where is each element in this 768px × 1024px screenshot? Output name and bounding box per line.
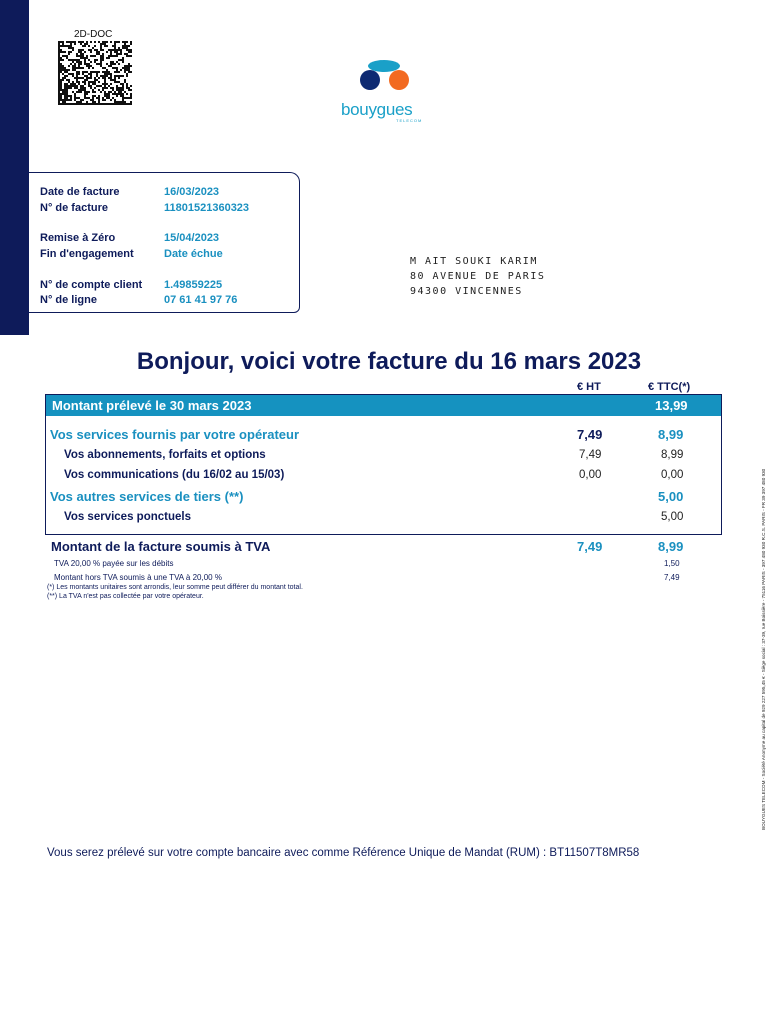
2d-doc-barcode [58,41,132,105]
ligne-label: N° de ligne [40,294,97,306]
services-operateur-ht: 7,49 [577,427,603,442]
left-accent-bar [0,0,29,335]
hors-tva-value: 7,49 [664,573,680,582]
prelevement-amount: 13,99 [655,398,688,413]
footnote-1: (*) Les montants unitaires sont arrondis, leur somme peut différer du montant total. [47,584,303,591]
address-line-3: 94300 VINCENNES [410,286,523,297]
prelevement-label: Montant prélevé le 30 mars 2023 [52,398,252,413]
date-facture-label: Date de facture [40,186,120,198]
address-line-1: M AIT SOUKI KARIM [410,256,538,267]
customer-address [410,254,545,299]
legal-mention-text: BOUYGUES TELECOM - Société Anonyme au capital de 929 227 595,45 € - Siège social : 37-39, rue Boissière - 75116 PARIS - 397 480 930 R.C.S. PARIS - FR 39 397 480 930 [761,468,766,830]
legal-mention-vertical [755,470,765,830]
address-line-2: 80 AVENUE DE PARIS [410,271,546,282]
total-tva-ttc: 8,99 [658,539,684,554]
hors-tva-label: Montant hors TVA soumis à une TVA à 20,00 % [54,573,222,582]
logo-wordmark: bouygues [341,100,413,119]
communications-ht: 0,00 [579,469,602,481]
total-tva-label: Montant de la facture soumis à TVA [51,539,271,554]
footnote-2: (**) La TVA n'est pas collectée par votre opérateur. [47,593,204,600]
remise-label: Remise à Zéro [40,232,116,244]
communications-label: Vos communications (du 16/02 au 15/03) [64,469,285,481]
abonnements-ttc: 8,99 [661,449,684,461]
num-facture-value: 11801521360323 [164,202,250,214]
compte-value: 1.49859225 [164,279,223,291]
tva-payee-label: TVA 20,00 % payée sur les débits [54,559,174,568]
engagement-value: Date échue [164,248,223,260]
qr-label: 2D-DOC [74,29,113,40]
ponctuels-ttc: 5,00 [661,511,684,523]
ponctuels-label: Vos services ponctuels [64,511,191,523]
page-title: Bonjour, voici votre facture du 16 mars 2023 [136,348,642,375]
services-operateur-label: Vos services fournis par votre opérateur [50,427,300,442]
abonnements-label: Vos abonnements, forfaits et options [64,449,266,461]
communications-ttc: 0,00 [661,469,684,481]
ligne-value: 07 61 41 97 76 [164,294,238,306]
column-header-ttc: € TTC(*) [648,381,691,393]
num-facture-label: N° de facture [40,202,108,214]
tva-payee-value: 1,50 [664,559,680,568]
services-operateur-ttc: 8,99 [658,427,684,442]
date-facture-value: 16/03/2023 [164,186,220,198]
logo-sub: TELECOM [396,118,423,123]
remise-value: 15/04/2023 [164,232,220,244]
total-tva-ht: 7,49 [577,539,603,554]
services-tiers-label: Vos autres services de tiers (**) [50,489,244,504]
services-tiers-ttc: 5,00 [658,489,684,504]
prelevement-banner [46,395,721,416]
engagement-label: Fin d'engagement [40,248,134,260]
rum-text: Vous serez prélevé sur votre compte bancaire avec comme Référence Unique de Mandat (RUM) : BT11507T8MR58 [47,847,640,859]
abonnements-ht: 7,49 [579,449,602,461]
compte-label: N° de compte client [40,279,143,291]
column-header-ht: € HT [577,381,601,393]
